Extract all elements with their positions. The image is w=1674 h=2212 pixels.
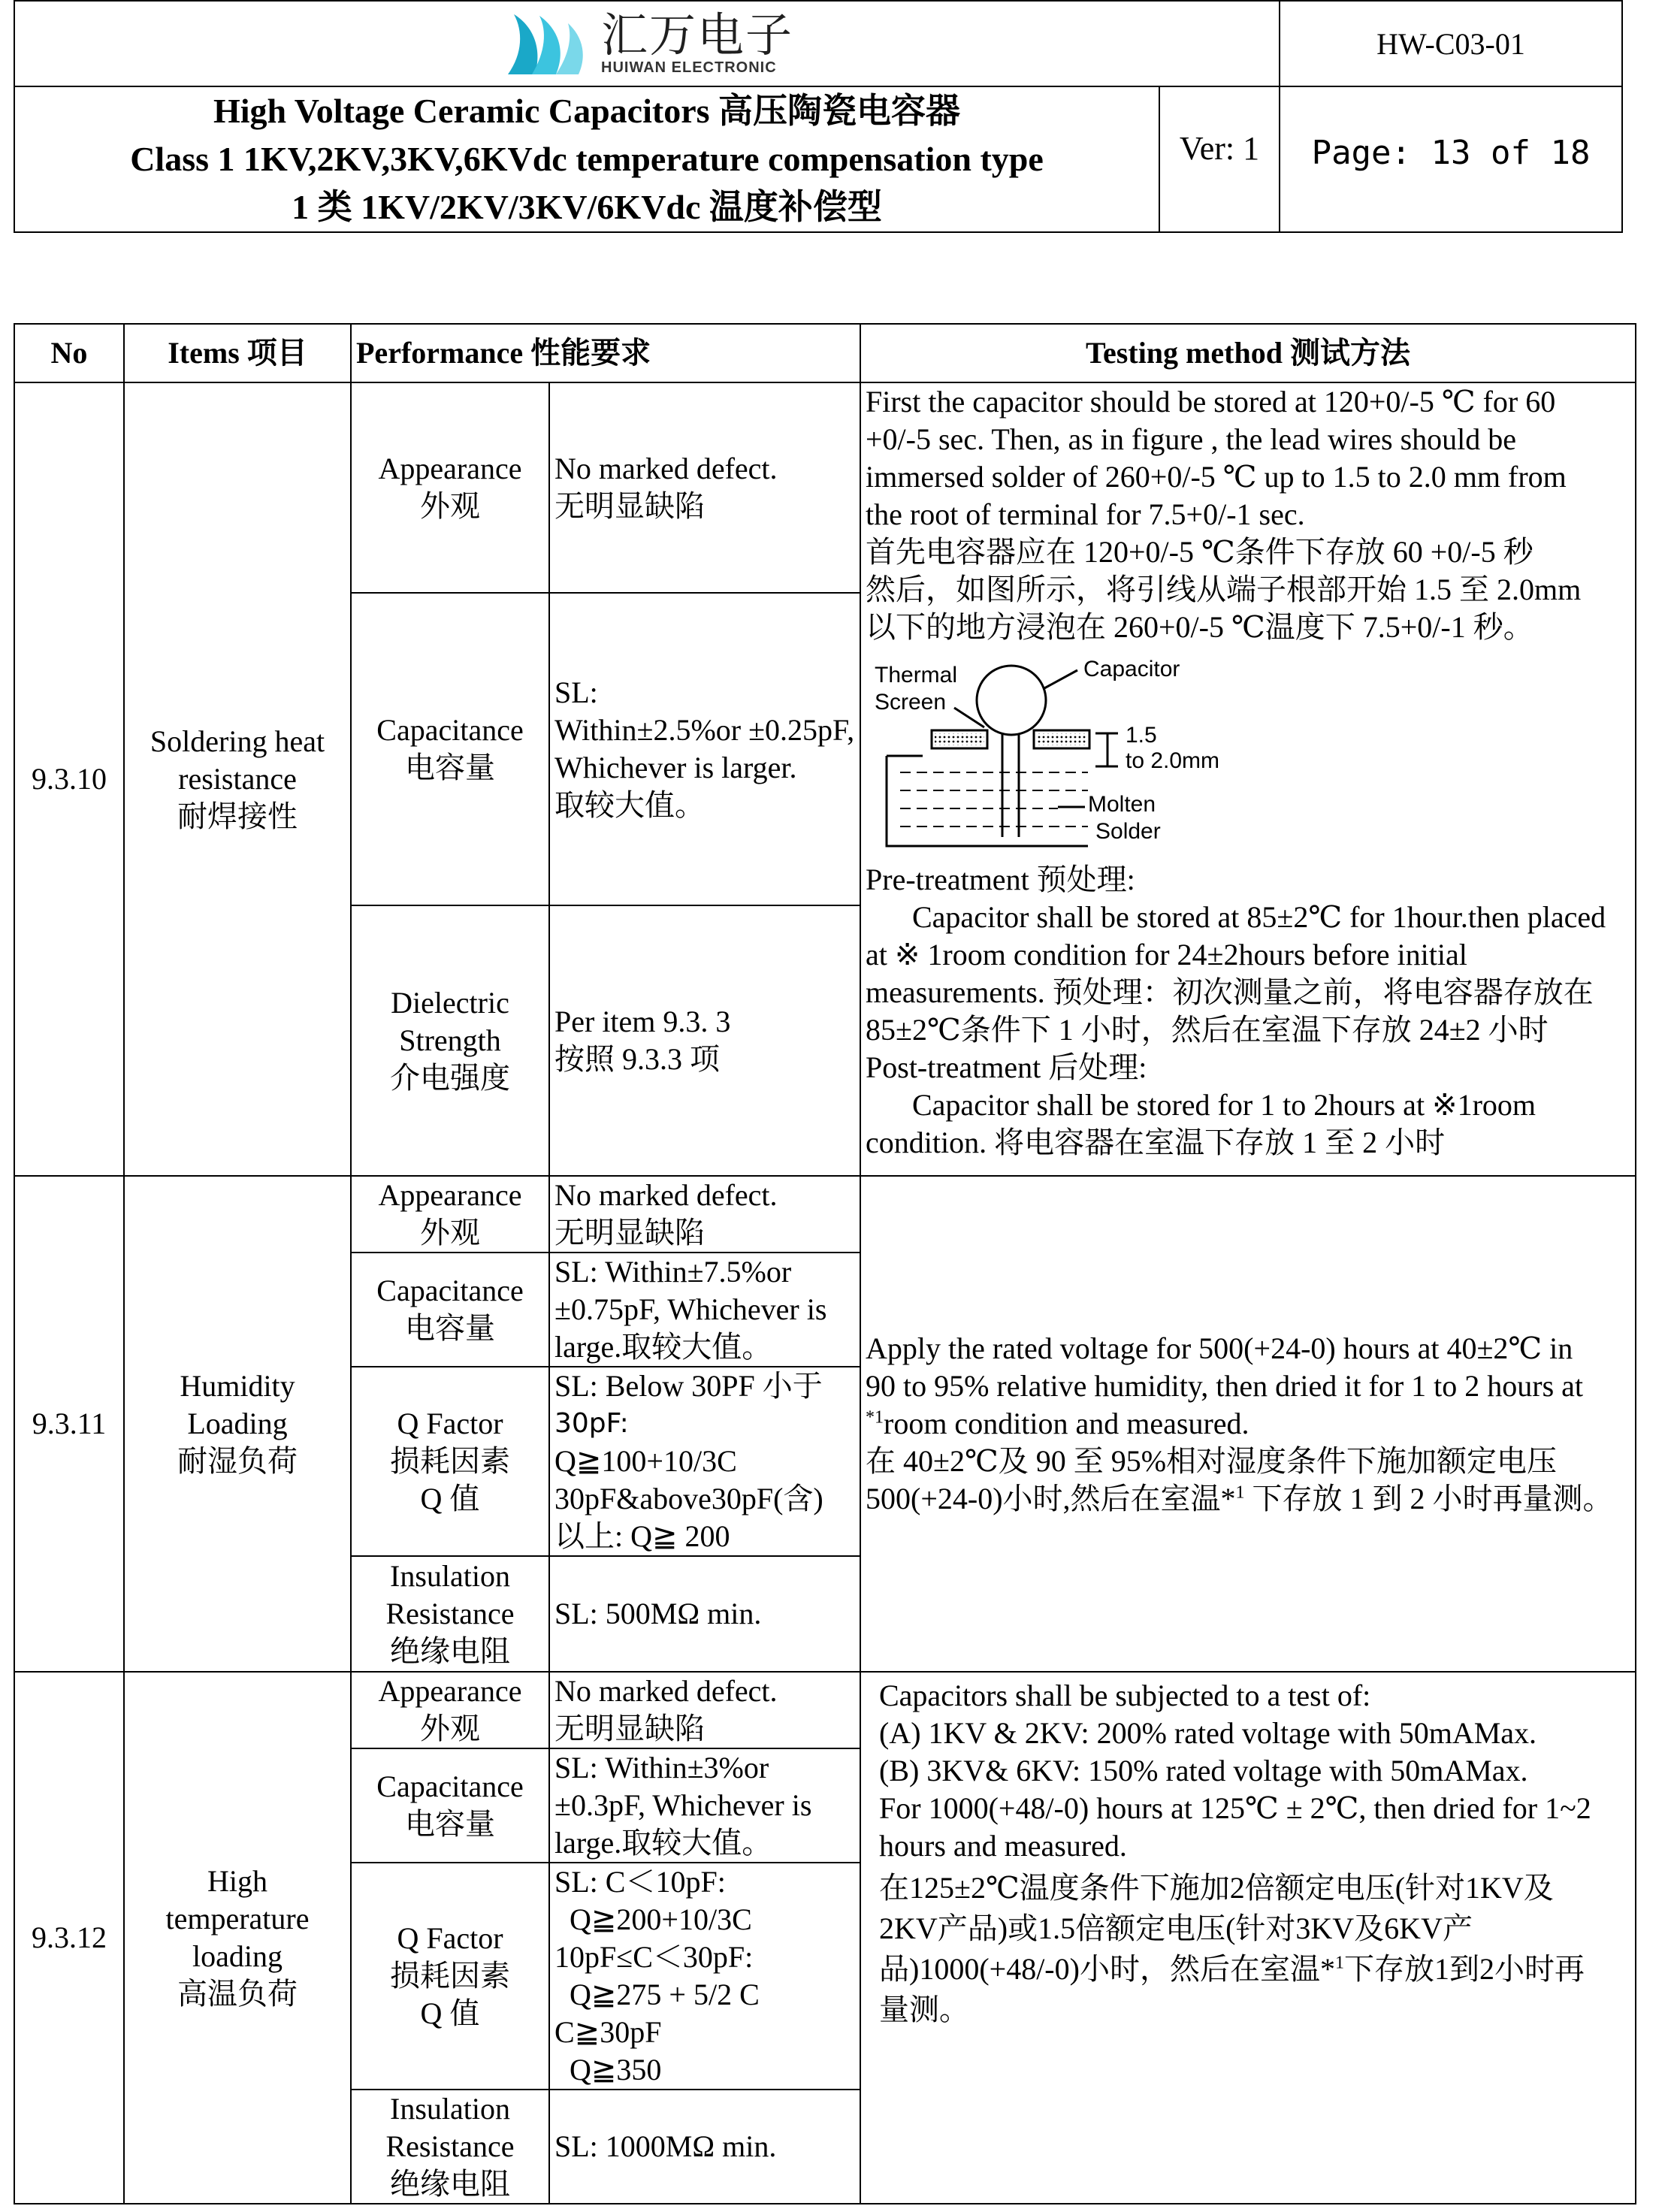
diagram-label-solder: Solder — [1095, 819, 1161, 844]
title-line-1: High Voltage Ceramic Capacitors 高压陶瓷电容器 — [213, 92, 961, 130]
diagram-label-capacitor: Capacitor — [1083, 658, 1180, 681]
test-spec-table — [14, 323, 1636, 2204]
performance-value: No marked defect. 无明显缺陷 — [549, 1176, 860, 1253]
solder-bath-lines — [900, 772, 1088, 826]
performance-value: SL: Within±3%or ±0.3pF, Whichever is large.取较大值。 — [549, 1748, 860, 1863]
header-items: Items 项目 — [124, 324, 351, 382]
performance-label: Capacitance 电容量 — [351, 593, 549, 905]
document-title — [14, 86, 1159, 232]
performance-label: Q Factor 损耗因素 Q 值 — [351, 1863, 549, 2090]
header-no: No — [14, 324, 124, 382]
diagram-label-thermal: Thermal — [875, 663, 958, 687]
item-name: High temperature loading 高温负荷 — [124, 1672, 351, 2204]
header-testing-method: Testing method 测试方法 — [860, 324, 1636, 382]
testing-method: First the capacitor should be stored at 120+0/-5 ℃ for 60 +0/-5 sec. Then, as in figure , the lead wires should be immersed solder of 260+0/-5 ℃ up to 1.5 to 2.0 mm from the root of terminal for 7.5+0/-1 sec. 首先电容器应在 120+0/-5 ℃条件下存放 60 +0/-5 秒 然后，如图所示，将引线从端子根部开始 1.5 至 2.0mm 以下的地方浸泡在 260+0/-5 ℃温度下 7.5+0/-1 秒。 Thermal Screen Capacitor 1.5 to 2.0mm Molten Solder Pre-treatment 预处理: Capacitor shall be stored at 85±2℃ for 1hour.then placed at ※ 1room condition for 24±2hours before initial measurements. 预处理：初次测量之前，将电容器存放在 85±2℃条件下 1 小时，然后在室温下存放 24±2 小时 Post-treatment 后处理: Capacitor shall be stored for 1 to 2hours at ※1room condition. 将电容器在室温下存放 1 至 2 小时 — [860, 382, 1636, 1176]
performance-label: Q Factor 损耗因素 Q 值 — [351, 1367, 549, 1556]
performance-label: Insulation Resistance 绝缘电阻 — [351, 2090, 549, 2204]
solder-dip-diagram — [870, 658, 1246, 854]
section-number: 9.3.12 — [14, 1672, 124, 2204]
document-header — [14, 0, 1623, 233]
wave-logo-icon — [500, 8, 591, 80]
performance-label: Dielectric Strength 介电强度 — [351, 905, 549, 1176]
version-label: Ver: 1 — [1159, 86, 1280, 232]
header-performance: Performance 性能要求 — [351, 324, 860, 382]
section-number: 9.3.11 — [14, 1176, 124, 1672]
table-header-row — [14, 324, 1636, 382]
item-name: Soldering heat resistance 耐焊接性 — [124, 382, 351, 1176]
table-row — [14, 382, 1636, 593]
diagram-label-dim1: 1.5 — [1126, 723, 1157, 748]
performance-value: SL: 500MΩ min. — [549, 1556, 860, 1672]
logo-english-text: HUIWAN ELECTRONIC — [601, 59, 777, 76]
performance-value: No marked defect. 无明显缺陷 — [549, 1672, 860, 1748]
diagram-label-dim2: to 2.0mm — [1126, 748, 1220, 773]
testing-method: Apply the rated voltage for 500(+24-0) hours at 40±2℃ in 90 to 95% relative humidity, then dried it for 1 to 2 hours at $^{*1}$room condition and measured. 在 40±2℃及 90 至 95%相对湿度条件下施加额定电压 500(+24-0)小时,然后在室温*$^1$ 下存放 1 到 2 小时再量测。 — [860, 1176, 1636, 1672]
performance-value: SL: C＜10pF: Q≧200+10/3C 10pF≤C＜30pF: Q≧275 + 5/2 C C≧30pF Q≧350 — [549, 1863, 860, 2090]
performance-label: Appearance 外观 — [351, 1672, 549, 1748]
performance-value: SL: Within±7.5%or ±0.75pF, Whichever is large.取较大值。 — [549, 1253, 860, 1367]
diagram-label-molten: Molten — [1088, 792, 1156, 817]
diagram-label-screen: Screen — [875, 690, 947, 715]
performance-label: Capacitance 电容量 — [351, 1253, 549, 1367]
performance-value: SL: Below 30PF 小于 30pF: Q≧100+10/3C 30pF&above30pF(含) 以上: Q≧ 200 — [549, 1367, 860, 1556]
logo-cell — [14, 1, 1280, 86]
testing-method: Capacitors shall be subjected to a test of: (A) 1KV & 2KV: 200% rated voltage with 50mAMax. (B) 3KV& 6KV: 150% rated voltage with 50mAMax. For 1000(+48/-0) hours at 125℃ ± 2℃, then dried for 1~2 hours and measured. 在125±2℃温度条件下施加2倍额定电压(针对1KV及 2KV产品)或1.5倍额定电压(针对3KV及6KV产 品)1000(+48/-0)小时，然后在室温*$^1$下存放1到2小时再 量测。 — [860, 1672, 1636, 2204]
section-number: 9.3.10 — [14, 382, 124, 1176]
performance-label: Appearance 外观 — [351, 1176, 549, 1253]
performance-label: Insulation Resistance 绝缘电阻 — [351, 1556, 549, 1672]
title-line-3: 1 类 1KV/2KV/3KV/6KVdc 温度补偿型 — [292, 188, 882, 226]
performance-value: SL: 1000MΩ min. — [549, 2090, 860, 2204]
table-row — [14, 1672, 1636, 1748]
table-row — [14, 1176, 1636, 1253]
company-logo — [500, 8, 793, 80]
performance-value: SL: Within±2.5%or ±0.25pF, Whichever is larger. 取较大值。 — [549, 593, 860, 905]
performance-label: Capacitance 电容量 — [351, 1748, 549, 1863]
title-line-2: Class 1 1KV,2KV,3KV,6KVdc temperature compensation type — [130, 140, 1044, 178]
item-name: Humidity Loading 耐湿负荷 — [124, 1176, 351, 1672]
document-number: HW-C03-01 — [1280, 1, 1622, 86]
page-number: Page: 13 of 18 — [1280, 86, 1622, 232]
performance-value: Per item 9.3. 3 按照 9.3.3 项 — [549, 905, 860, 1176]
performance-value: No marked defect. 无明显缺陷 — [549, 382, 860, 593]
logo-chinese-text: 汇万电子 — [601, 8, 794, 62]
performance-label: Appearance 外观 — [351, 382, 549, 593]
